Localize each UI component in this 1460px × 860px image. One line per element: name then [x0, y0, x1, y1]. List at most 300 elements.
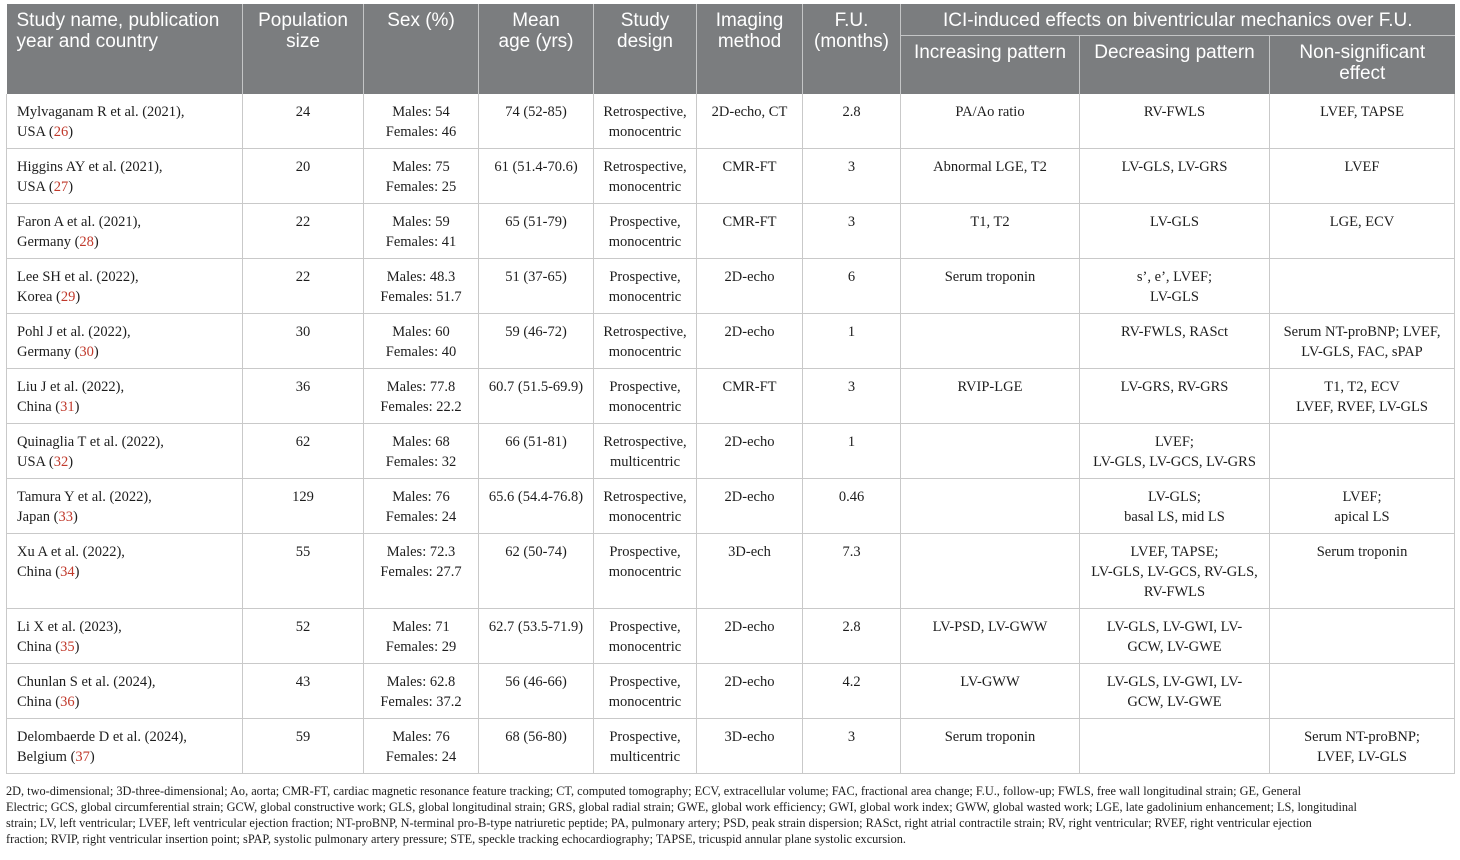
cell-sex: [364, 534, 479, 609]
text-line: monocentric: [608, 509, 682, 525]
text-line: multicentric: [609, 749, 681, 765]
text-line: F.U.: [834, 10, 869, 31]
text-line: monocentric: [608, 124, 682, 140]
cell-study: [7, 259, 243, 314]
cell-age: [479, 369, 594, 424]
text-line: 62.7 (53.5-71.9): [488, 619, 584, 635]
cell-design: [594, 609, 697, 664]
cell-fu: [803, 664, 901, 719]
header-sex: [364, 4, 479, 94]
cell-design: [594, 204, 697, 259]
text-line: LV-GRS, RV-GRS: [1120, 379, 1229, 395]
text-line: 65 (51-79): [505, 214, 567, 230]
header-effects-group: ICI-induced effects on biventricular mechanics over F.U.: [901, 4, 1455, 36]
cell-imaging: [697, 664, 803, 719]
text-line: Males: 71: [392, 619, 450, 635]
study-country: Korea: [17, 289, 53, 305]
cell-sex: [364, 479, 479, 534]
cell-study: [7, 204, 243, 259]
cell-increasing: [901, 609, 1080, 664]
study-country-line: [17, 507, 238, 527]
cell-nonsignificant: [1270, 424, 1455, 479]
study-name: Liu J et al. (2022),: [17, 379, 125, 395]
cell-age: [479, 719, 594, 774]
cell-nonsignificant: [1270, 259, 1455, 314]
cell-study: [7, 609, 243, 664]
cell-study: [7, 719, 243, 774]
ref-open-paren: (: [51, 399, 61, 415]
text-line: Females: 41: [385, 234, 457, 250]
cell-fu: [803, 479, 901, 534]
cell-population: 36: [243, 369, 364, 424]
text-line: Females: 37.2: [380, 694, 462, 710]
cell-nonsignificant: [1270, 719, 1455, 774]
study-country: China: [17, 399, 52, 415]
cell-increasing: [901, 719, 1080, 774]
text-line: LV-GLS, LV-GCS, LV-GRS: [1093, 454, 1256, 470]
cell-sex: [364, 719, 479, 774]
cell-increasing: [901, 94, 1080, 149]
cell-study: [7, 149, 243, 204]
study-country: Belgium: [17, 749, 67, 765]
text-line: Retrospective,: [603, 159, 687, 175]
text-line: LV-GLS, FAC, sPAP: [1301, 344, 1423, 360]
text-line: 2D-echo: [724, 674, 775, 690]
cell-imaging: [697, 204, 803, 259]
cell-fu: [803, 259, 901, 314]
study-name: Pohl J et al. (2022),: [17, 324, 131, 340]
cell-population: 24: [243, 94, 364, 149]
cell-population: 129: [243, 479, 364, 534]
text-line: 68 (56-80): [505, 729, 567, 745]
cell-design: [594, 534, 697, 609]
text-line: 2D-echo: [724, 489, 775, 505]
header-study: [7, 4, 243, 94]
cell-age: [479, 94, 594, 149]
text-line: 6: [847, 269, 856, 285]
cell-age: [479, 534, 594, 609]
study-country: China: [17, 639, 52, 655]
cell-nonsignificant: [1270, 534, 1455, 609]
ref-close-paren: ): [68, 454, 74, 470]
cell-fu: [803, 719, 901, 774]
study-country-line: [17, 342, 238, 362]
cell-sex: [364, 609, 479, 664]
study-name: Li X et al. (2023),: [17, 619, 122, 635]
reference-link[interactable]: 30: [79, 344, 94, 360]
cell-decreasing: [1080, 719, 1270, 774]
study-name: Lee SH et al. (2022),: [17, 269, 139, 285]
cell-nonsignificant: [1270, 94, 1455, 149]
cell-population: 22: [243, 204, 364, 259]
study-country: Germany: [17, 344, 71, 360]
ref-close-paren: ): [68, 179, 74, 195]
cell-decreasing: [1080, 534, 1270, 609]
cell-study: [7, 534, 243, 609]
reference-link[interactable]: 29: [60, 289, 76, 305]
ref-open-paren: (: [51, 694, 61, 710]
text-line: Prospective,: [609, 674, 681, 690]
text-line: size: [286, 31, 320, 52]
cell-design: [594, 664, 697, 719]
study-country-line: [17, 692, 238, 712]
ref-close-paren: ): [74, 694, 80, 710]
table-footnote: [6, 783, 1454, 847]
text-line: method: [717, 31, 782, 52]
cell-design: [594, 719, 697, 774]
table-body: [7, 94, 1455, 774]
text-line: LVEF: [1344, 159, 1380, 175]
header-increasing: [901, 36, 1080, 95]
text-line: Males: 76: [392, 729, 450, 745]
ref-close-paren: ): [74, 399, 80, 415]
ref-open-paren: (: [51, 564, 61, 580]
cell-population: 22: [243, 259, 364, 314]
cell-imaging: [697, 534, 803, 609]
cell-design: [594, 94, 697, 149]
text-line: Prospective,: [609, 269, 681, 285]
text-line: 74 (52-85): [505, 104, 567, 120]
cell-decreasing: [1080, 664, 1270, 719]
cell-sex: [364, 204, 479, 259]
cell-nonsignificant: [1270, 664, 1455, 719]
text-line: Prospective,: [609, 379, 681, 395]
text-line: GCW, LV-GWE: [1127, 694, 1222, 710]
study-country: China: [17, 694, 52, 710]
cell-nonsignificant: [1270, 204, 1455, 259]
study-country: USA: [17, 454, 46, 470]
ref-open-paren: (: [45, 454, 54, 470]
cell-study: [7, 314, 243, 369]
text-line: Males: 75: [392, 159, 450, 175]
cell-design: [594, 314, 697, 369]
header-design: [594, 4, 697, 94]
text-line: RV-FWLS, RASct: [1120, 324, 1229, 340]
ref-close-paren: ): [74, 639, 80, 655]
cell-increasing: [901, 149, 1080, 204]
text-line: Females: 46: [385, 124, 457, 140]
text-line: basal LS, mid LS: [1124, 509, 1225, 525]
text-line: strain; LV, left ventricular; LVEF, left ventricular ejection fraction; NT-proBNP, N-terminal pro-B-type natriuretic peptide; PA, pulmonary artery; PSD, peak strain dispersion; RASct, right atrial contractile strain; RV, right ventricular; RVEF, right ventricular ejection: [6, 816, 1312, 830]
text-line: Males: 72.3: [386, 544, 456, 560]
text-line: LVEF;: [1155, 434, 1194, 450]
text-line: (months): [814, 31, 889, 52]
text-line: Population: [258, 10, 348, 31]
study-name: Chunlan S et al. (2024),: [17, 674, 156, 690]
table-row: [7, 719, 1455, 774]
study-country-line: [17, 122, 238, 142]
study-country-line: [17, 637, 238, 657]
cell-decreasing: [1080, 424, 1270, 479]
text-line: 0.46: [838, 489, 865, 505]
ref-close-paren: ): [89, 749, 95, 765]
text-line: RV-FWLS: [1143, 584, 1206, 600]
cell-increasing: [901, 479, 1080, 534]
text-line: Retrospective,: [603, 489, 687, 505]
cell-population: 62: [243, 424, 364, 479]
table-row: [7, 479, 1455, 534]
header-nonsignificant: [1270, 36, 1455, 95]
text-line: 2D-echo: [724, 269, 775, 285]
ref-open-paren: (: [45, 179, 54, 195]
text-line: LV-GLS, LV-GWI, LV-: [1106, 674, 1243, 690]
cell-fu: [803, 534, 901, 609]
cell-increasing: [901, 534, 1080, 609]
text-line: Females: 25: [385, 179, 457, 195]
text-line: LV-GLS, LV-GRS: [1121, 159, 1228, 175]
text-line: LV-PSD, LV-GWW: [932, 619, 1048, 635]
text-line: Females: 32: [385, 454, 457, 470]
cell-decreasing: [1080, 259, 1270, 314]
text-line: 2.8: [842, 104, 861, 120]
cell-sex: [364, 149, 479, 204]
text-line: fraction; RVIP, right ventricular insertion point; sPAP, systolic pulmonary artery pressure; STE, speckle tracking echocardiography; TAPSE, tricuspid annular plane systolic excursion.: [6, 832, 906, 846]
cell-age: [479, 424, 594, 479]
reference-link[interactable]: 32: [53, 454, 69, 470]
cell-increasing: [901, 314, 1080, 369]
cell-age: [479, 149, 594, 204]
text-line: year and country: [16, 31, 159, 52]
text-line: age (yrs): [498, 31, 574, 52]
study-country-line: [17, 747, 238, 767]
table-row: [7, 314, 1455, 369]
text-line: 51 (37-65): [505, 269, 567, 285]
cell-fu: [803, 609, 901, 664]
header-imaging: [697, 4, 803, 94]
ref-open-paren: (: [50, 509, 59, 525]
cell-imaging: [697, 149, 803, 204]
ref-open-paren: (: [52, 289, 61, 305]
text-line: LV-GLS, LV-GCS, RV-GLS,: [1091, 564, 1258, 580]
text-line: monocentric: [608, 179, 682, 195]
cell-decreasing: [1080, 314, 1270, 369]
text-line: Males: 60: [392, 324, 450, 340]
cell-imaging: [697, 314, 803, 369]
cell-decreasing: [1080, 149, 1270, 204]
cell-nonsignificant: [1270, 609, 1455, 664]
text-line: LV-GLS;: [1148, 489, 1201, 505]
cell-imaging: [697, 609, 803, 664]
text-line: Prospective,: [609, 729, 681, 745]
ref-close-paren: ): [68, 124, 74, 140]
ref-open-paren: (: [70, 234, 80, 250]
cell-increasing: [901, 259, 1080, 314]
text-line: Retrospective,: [603, 434, 687, 450]
text-line: s’, e’, LVEF;: [1136, 269, 1213, 285]
cell-fu: [803, 94, 901, 149]
reference-link[interactable]: 27: [53, 179, 69, 195]
text-line: monocentric: [608, 399, 682, 415]
cell-design: [594, 149, 697, 204]
header-decreasing: [1080, 36, 1270, 95]
cell-decreasing: [1080, 204, 1270, 259]
reference-link[interactable]: 34: [60, 564, 75, 580]
text-line: Serum troponin: [944, 269, 1036, 285]
table-row: [7, 149, 1455, 204]
ref-close-paren: ): [93, 344, 99, 360]
study-country-line: [17, 397, 238, 417]
cell-fu: [803, 149, 901, 204]
study-country-line: [17, 562, 238, 582]
reference-link[interactable]: 36: [60, 694, 75, 710]
reference-link[interactable]: 33: [58, 509, 73, 525]
text-line: Serum NT-proBNP;: [1304, 729, 1420, 745]
cell-decreasing: [1080, 609, 1270, 664]
text-line: LVEF, TAPSE;: [1130, 544, 1219, 560]
text-line: GCW, LV-GWE: [1127, 639, 1222, 655]
study-country-line: [17, 452, 238, 472]
text-line: CMR-FT: [722, 159, 777, 175]
cell-fu: [803, 424, 901, 479]
cell-imaging: [697, 424, 803, 479]
text-line: Females: 24: [385, 749, 457, 765]
studies-table: [6, 4, 1455, 774]
text-line: 3D-ech: [728, 544, 771, 560]
header-age: [479, 4, 594, 94]
text-line: design: [617, 31, 673, 52]
text-line: Study: [620, 10, 670, 31]
study-country: Germany: [17, 234, 71, 250]
cell-increasing: [901, 424, 1080, 479]
header-population: [243, 4, 364, 94]
text-line: monocentric: [608, 694, 682, 710]
cell-study: [7, 664, 243, 719]
text-line: T1, T2: [970, 214, 1010, 230]
text-line: Decreasing pattern: [1094, 42, 1255, 63]
cell-study: [7, 479, 243, 534]
ref-open-paren: (: [51, 639, 61, 655]
ref-close-paren: ): [72, 509, 78, 525]
cell-design: [594, 479, 697, 534]
cell-study: [7, 424, 243, 479]
cell-population: 20: [243, 149, 364, 204]
text-line: monocentric: [608, 344, 682, 360]
reference-link[interactable]: 28: [79, 234, 94, 250]
table-row: [7, 424, 1455, 479]
cell-increasing: [901, 664, 1080, 719]
text-line: Retrospective,: [603, 324, 687, 340]
table-wrapper: [6, 4, 1454, 774]
cell-imaging: [697, 479, 803, 534]
text-line: Serum troponin: [1316, 544, 1408, 560]
study-name: Faron A et al. (2021),: [17, 214, 142, 230]
cell-population: 52: [243, 609, 364, 664]
study-country-line: [17, 287, 238, 307]
cell-design: [594, 259, 697, 314]
text-line: 2D, two-dimensional; 3D-three-dimensional; Ao, aorta; CMR-FT, cardiac magnetic resonance feature tracking; CT, computed tomography; ECV, extracellular volume; FAC, fractional area change; F.U., follow-up; FWLS, free wall longitudinal strain; GE, General: [6, 784, 1302, 798]
cell-population: 43: [243, 664, 364, 719]
text-line: monocentric: [608, 564, 682, 580]
cell-age: [479, 609, 594, 664]
text-line: apical LS: [1334, 509, 1390, 525]
text-line: multicentric: [609, 454, 681, 470]
cell-age: [479, 479, 594, 534]
text-line: 2D-echo: [724, 619, 775, 635]
table-row: [7, 609, 1455, 664]
reference-link[interactable]: 35: [60, 639, 75, 655]
cell-increasing: [901, 204, 1080, 259]
text-line: Females: 27.7: [380, 564, 462, 580]
text-line: 2D-echo: [724, 434, 775, 450]
table-row: [7, 534, 1455, 609]
text-line: RV-FWLS: [1143, 104, 1206, 120]
cell-sex: [364, 424, 479, 479]
cell-fu: [803, 204, 901, 259]
reference-link[interactable]: 26: [53, 124, 69, 140]
text-line: Prospective,: [609, 214, 681, 230]
text-line: 4.2: [842, 674, 861, 690]
cell-sex: [364, 314, 479, 369]
text-line: 59 (46-72): [505, 324, 567, 340]
text-line: 1: [847, 324, 856, 340]
study-name: Xu A et al. (2022),: [17, 544, 125, 560]
text-line: RVIP-LGE: [957, 379, 1023, 395]
text-line: Females: 24: [385, 509, 457, 525]
text-line: Study name, publication: [16, 10, 220, 31]
text-line: Males: 62.8: [386, 674, 456, 690]
cell-age: [479, 259, 594, 314]
cell-imaging: [697, 259, 803, 314]
cell-age: [479, 664, 594, 719]
reference-link[interactable]: 31: [60, 399, 75, 415]
study-country-line: [17, 232, 238, 252]
text-line: 65.6 (54.4-76.8): [488, 489, 584, 505]
text-line: Males: 76: [392, 489, 450, 505]
cell-decreasing: [1080, 369, 1270, 424]
table-row: [7, 369, 1455, 424]
cell-population: 30: [243, 314, 364, 369]
cell-imaging: [697, 369, 803, 424]
text-line: Abnormal LGE, T2: [933, 159, 1047, 175]
text-line: 60.7 (51.5-69.9): [488, 379, 584, 395]
text-line: 61 (51.4-70.6): [494, 159, 578, 175]
table-row: [7, 204, 1455, 259]
study-name: Quinaglia T et al. (2022),: [17, 434, 164, 450]
ref-open-paren: (: [70, 344, 80, 360]
study-country: USA: [17, 124, 46, 140]
cell-study: [7, 369, 243, 424]
cell-age: [479, 204, 594, 259]
cell-nonsignificant: [1270, 369, 1455, 424]
ref-close-paren: ): [93, 234, 99, 250]
text-line: 3: [847, 729, 856, 745]
text-line: PA/Ao ratio: [955, 104, 1025, 120]
text-line: Imaging: [715, 10, 784, 31]
reference-link[interactable]: 37: [75, 749, 90, 765]
ref-open-paren: (: [45, 124, 54, 140]
study-name: Delombaerde D et al. (2024),: [17, 729, 187, 745]
cell-design: [594, 369, 697, 424]
text-line: 7.3: [842, 544, 861, 560]
text-line: monocentric: [608, 289, 682, 305]
text-line: T1, T2, ECV: [1324, 379, 1400, 395]
cell-age: [479, 314, 594, 369]
text-line: 3: [847, 159, 856, 175]
text-line: LGE, ECV: [1329, 214, 1395, 230]
cell-decreasing: [1080, 94, 1270, 149]
cell-population: 59: [243, 719, 364, 774]
text-line: Males: 77.8: [386, 379, 456, 395]
study-country-line: [17, 177, 238, 197]
text-line: Prospective,: [609, 619, 681, 635]
cell-sex: [364, 259, 479, 314]
cell-population: 55: [243, 534, 364, 609]
text-line: LV-GLS: [1150, 214, 1199, 230]
cell-nonsignificant: [1270, 149, 1455, 204]
text-line: 2D-echo, CT: [711, 104, 788, 120]
text-line: 56 (46-66): [505, 674, 567, 690]
text-line: Males: 68: [392, 434, 450, 450]
